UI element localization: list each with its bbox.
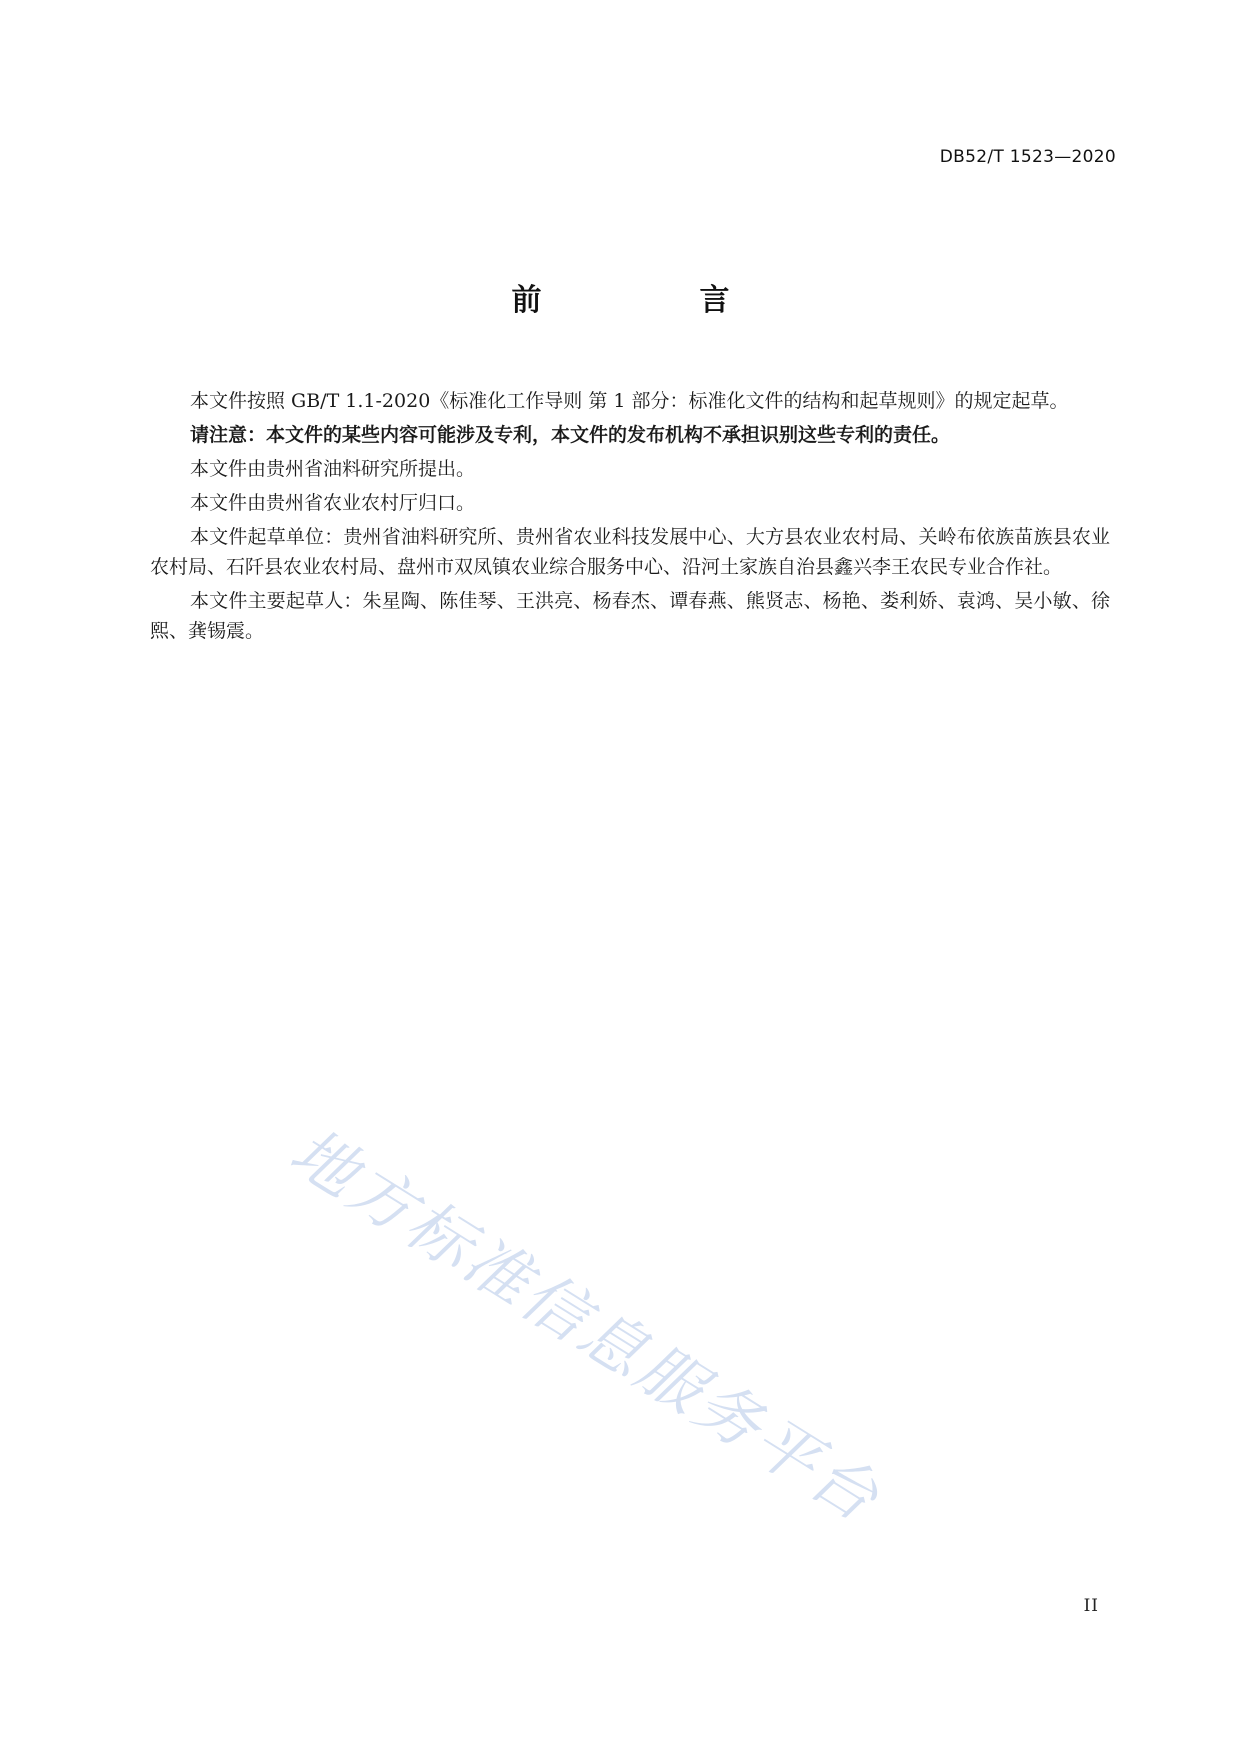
standard-code: DB52/T 1523—2020	[939, 147, 1116, 167]
watermark: 地方标准信息服务平台	[277, 1114, 894, 1538]
drafters-paragraph: 本文件主要起草人：朱星陶、陈佳琴、王洪亮、杨春杰、谭春燕、熊贤志、杨艳、娄利娇、袁鸿、吴小敏、徐熙、龚锡震。	[150, 590, 1110, 642]
drafting-basis-paragraph: 本文件按照 GB/T 1.1-2020《标准化工作导则 第 1 部分：标准化文件的结构和起草规则》的规定起草。	[190, 390, 1069, 412]
patent-notice-paragraph: 请注意：本文件的某些内容可能涉及专利，本文件的发布机构不承担识别这些专利的责任。	[190, 424, 951, 446]
page-title: 前 言	[511, 283, 794, 318]
drafting-units-paragraph: 本文件起草单位：贵州省油料研究所、贵州省农业科技发展中心、大方县农业农村局、关岭布依族苗族县农业农村局、石阡县农业农村局、盘州市双凤镇农业综合服务中心、沿河土家族自治县鑫兴李王农民专业合作社。	[150, 526, 1110, 578]
proposer-paragraph: 本文件由贵州省油料研究所提出。	[190, 458, 476, 480]
page-number: II	[1083, 1596, 1099, 1616]
foreword-body	[150, 386, 1110, 650]
administration-paragraph: 本文件由贵州省农业农村厅归口。	[190, 492, 476, 514]
